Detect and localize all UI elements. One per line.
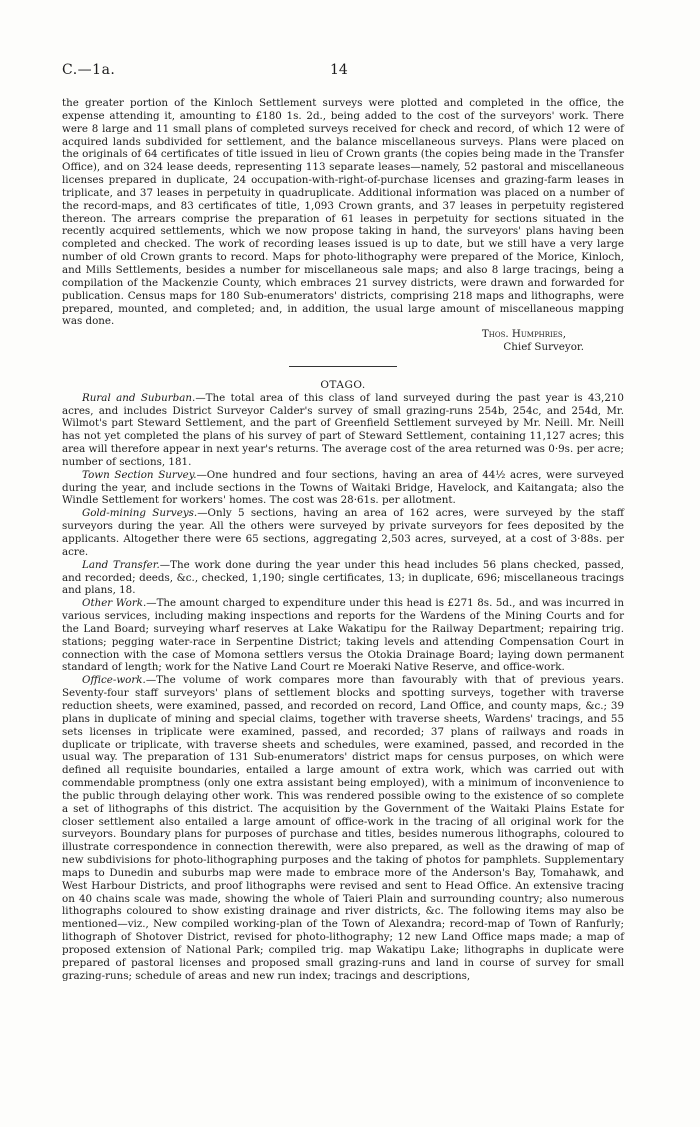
- paragraph-lead: Town Section Survey.: [82, 468, 197, 481]
- paragraph-lead: Gold-mining Surveys.: [82, 507, 198, 520]
- paragraph-lead: Other Work.: [82, 597, 147, 610]
- paragraph-town-section-survey: [62, 469, 624, 508]
- parliamentary-paper-reference: C.—1a.: [62, 62, 116, 78]
- paragraph-text: —The amount charged to expenditure under this head is £271 8s. 5d., and was incurred in various services, including making inspections and reports for the Wardens of the Mining Courts and for the Land Board; surveying wharf reserves at Lake Wakatipu for the Railway Department; repairing trig. stations; pegging water-race in Serpentine District; taking levels and attending Compensation Court in connection with the case of Momona settlers versus the Otokia Drainage Board; laying down permanent standard of length; work for the Native Land Court re Moeraki Native Reserve, and office-work.: [62, 597, 624, 674]
- paragraph-text: —The work done during the year under this head includes 56 plans checked, passed, and recorded; deeds, &c., checked, 1,190; single certificates, 13; in duplicate, 696; miscellaneous tracings and plans, 18.: [62, 558, 624, 597]
- paragraph-lead: Rural and Suburban.: [82, 391, 196, 404]
- paragraph-text: —Only 5 sections, having an area of 162 acres, were surveyed by the staff surveyors during the year. All the others were surveyed by private surveyors for fees deposited by the applicants. Altogether there were 65 sections, aggregating 2,503 acres, surveyed, at a cost of 3·88s. per acre.: [62, 507, 624, 558]
- signature-block: [62, 328, 624, 354]
- paragraph-land-transfer: [62, 559, 624, 598]
- paragraph-text: —One hundred and four sections, having an area of 44½ acres, were surveyed during the year, and include sections in the Towns of Waitaki Bridge, Havelock, and Kaitangata; also the Windle Settlement for workers' homes. The cost was 28·61s. per allotment.: [62, 468, 625, 507]
- paragraph-text: —The volume of work compares more than favourably with that of previous years. Seventy-four staff surveyors' plans of settlement blocks and spotting surveys, together with traverse reduction sheets, were examined, passed, and recorded on record, Land Office, and county maps, &c.; 39 plans in duplicate of mining and special claims, together with traverse sheets, Wardens' tracings, and 55 sets licenses in triplicate were examined, passed, and recorded; 37 plans of railways and roads in duplicate or triplicate, with traverse sheets and schedules, were examined, passed, and recorded in the usual way. The preparation of 131 Sub-enumerators' district maps for census purposes, on which were defined all requisite boundaries, entailed a large amount of extra work, which was carried out with commendable promptness (only one extra assistant being employed), with a minimum of inconvenience to the public through delaying other work. This was rendered possible owing to the existence of so complete a set of lithographs of this district. The acquisition by the Government of the Waitaki Plains Estate for closer settlement also entailed a large amount of office-work in the tracing of all original work for the surveyors. Boundary plans for purposes of purchase and titles, besides numerous lithographs, coloured to illustrate correspondence in connection therewith, were also prepared, as well as the drawing of map of new subdivisions for photo-lithographing purposes and the taking of photos for pamphlets. Supplementary maps to Dunedin and suburbs map were made to embrace more of the Anderson's Bay, Tomahawk, and West Harbour Districts, and proof lithographs were revised and sent to Head Office. An extensive tracing on 40 chains scale was made, showing the whole of Taieri Plain and surrounding country; also numerous lithographs coloured to show existing drainage and river districts, &c. The following items may also be mentioned—viz., New compiled working-plan of the Town of Alexandra; record-map of Town of Ranfurly; lithograph of Shotover District, revised for photo-lithography; 12 new Land Office maps made; a map of proposed extension of National Park; compiled trig. map Wakatipu Lake; lithographs in duplicate were prepared of pastoral licenses and proposed small grazing-runs and land in course of survey for small grazing-runs; schedule of areas and new run index; tracings and descriptions,: [62, 674, 624, 982]
- page-header: [62, 62, 642, 84]
- section-divider: [289, 366, 397, 367]
- paragraph-other-work: [62, 597, 624, 674]
- document-body: [62, 97, 624, 983]
- signatory-name: Thos. Humphries,: [481, 328, 566, 341]
- canterbury-continuation-paragraph: the greater portion of the Kinloch Settlement surveys were plotted and completed in the office, the expense attending it, amounting to £180 1s. 2d., being added to the cost of the surveyors' work. There were 8 large and 11 small plans of completed surveys received for check and record, of which 12 were of acquired lands subdivided for settlement, and the balance miscellaneous surveys. Plans were placed on the originals of 64 certificates of title issued in lieu of Crown grants (the copies being made in the Transfer Office), and on 324 lease deeds, representing 113 separate leases—namely, 52 pastoral and miscellaneous licenses prepared in duplicate, 24 occupation-with-right-of-purchase licenses and grazing-farm leases in triplicate, and 37 leases in perpetuity in quadruplicate. Additional information was placed on a number of the record-maps, and 83 certificates of title, 1,093 Crown grants, and 37 leases in perpetuity registered thereon. The arrears comprise the preparation of 61 leases in perpetuity for sections situated in the recently acquired settlements, which we now propose taking in hand, the surveyors' plans having been completed and checked. The work of recording leases issued is up to date, but we still have a very large number of old Crown grants to record. Maps for photo-lithography were prepared of the Morice, Kinloch, and Mills Settlements, besides a number for miscellaneous sale maps; and also 8 large tracings, being a compilation of the Mackenzie County, which embraces 21 survey districts, were drawn and forwarded for publication. Census maps for 180 Sub-enumerators' districts, comprising 218 maps and lithographs, were prepared, mounted, and completed; and, in addition, the usual large amount of miscellaneous mapping was done.: [62, 97, 624, 328]
- paragraph-office-work: [62, 674, 624, 982]
- paragraph-gold-mining-surveys: [62, 507, 624, 558]
- paragraph-lead: Office-work.: [82, 674, 146, 687]
- paragraph-rural-suburban: [62, 392, 624, 469]
- page-number: 14: [330, 62, 348, 78]
- signatory-title: Chief Surveyor.: [503, 341, 584, 354]
- paragraph-lead: Land Transfer.: [82, 558, 160, 571]
- paragraph-text: —The total area of this class of land surveyed during the past year is 43,210 acres, and includes District Surveyor Calder's survey of small grazing-runs 254b, 254c, and 254d, Mr. Wilmot's part Steward Settlement, and the part of Greenfield Settlement surveyed by Mr. Neill. Mr. Neill has not yet completed the plans of his survey of part of Steward Settlement, containing 11,127 acres; this area will therefore appear in next year's returns. The average cost of the area returned was 0·9s. per acre; number of sections, 181.: [62, 391, 624, 468]
- section-heading-otago: OTAGO.: [320, 378, 366, 391]
